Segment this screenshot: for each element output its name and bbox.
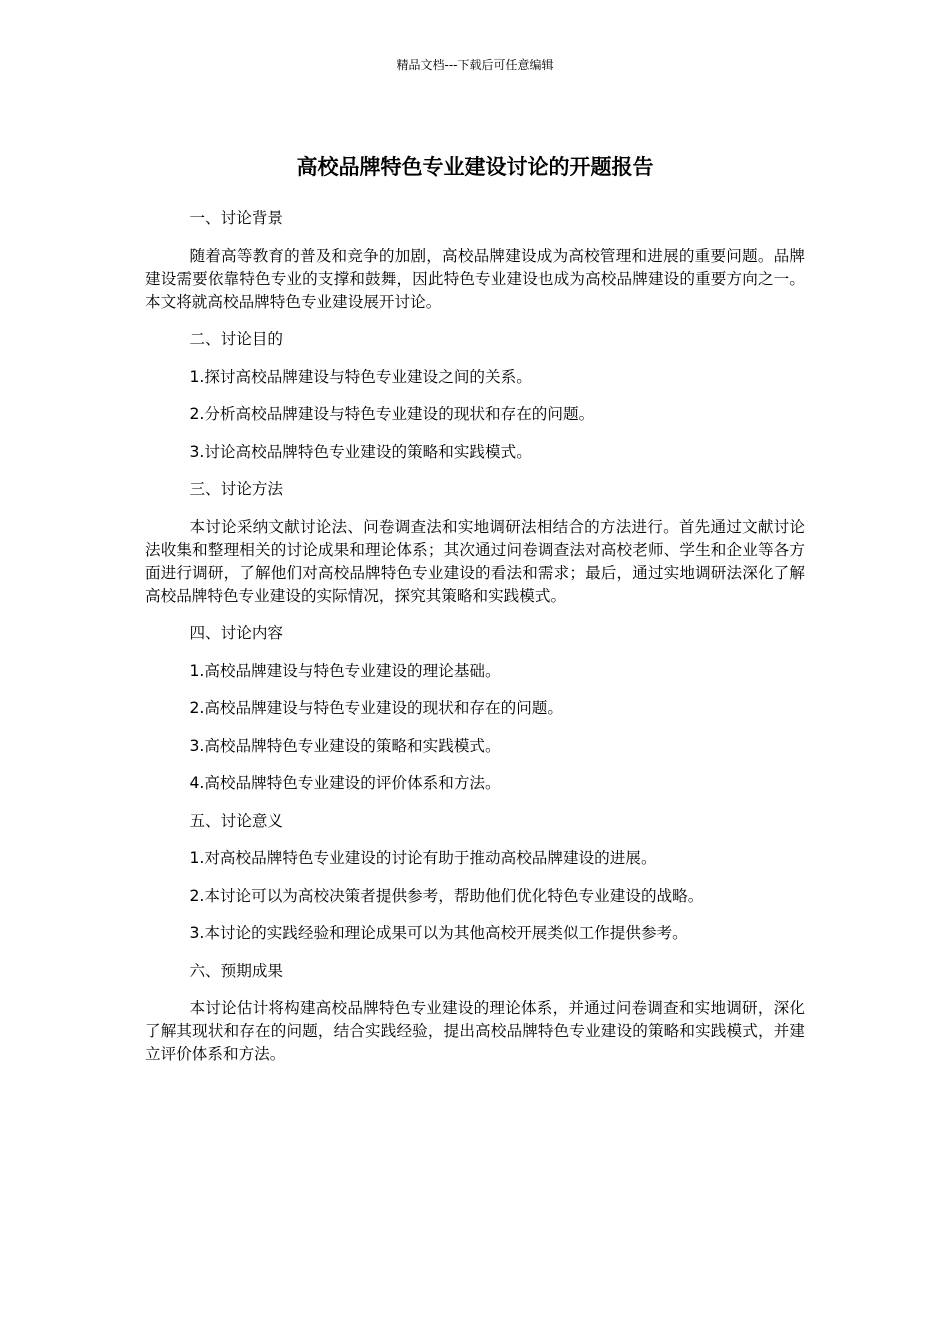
significance-item-2: 2.本讨论可以为高校决策者提供参考，帮助他们优化特色专业建设的战略。 <box>189 886 704 905</box>
content-item-4: 4.高校品牌特色专业建设的评价体系和方法。 <box>189 774 501 792</box>
paragraph-expected-results: 本讨论估计将构建高校品牌特色专业建设的理论体系，并通过问卷调查和实地调研，深化了解其现状和存在的问题，结合实践经验，提出高校品牌特色专业建设的策略和实践模式，并建立评价体系和方法。 <box>145 999 805 1063</box>
section-heading-content: 四、讨论内容 <box>189 624 284 642</box>
purpose-item-2: 2.分析高校品牌建设与特色专业建设的现状和存在的问题。 <box>189 405 595 423</box>
document-body <box>145 207 805 1081</box>
content-item-1: 1.高校品牌建设与特色专业建设的理论基础。 <box>189 661 501 680</box>
purpose-item-1: 1.探讨高校品牌建设与特色专业建设之间的关系。 <box>189 367 532 386</box>
page-header-note: 精品文档---下载后可任意编辑 <box>396 58 554 72</box>
significance-item-3: 3.本讨论的实践经验和理论成果可以为其他高校开展类似工作提供参考。 <box>189 924 688 942</box>
section-heading-background: 一、讨论背景 <box>189 209 284 227</box>
significance-item-1: 1.对高校品牌特色专业建设的讨论有助于推动高校品牌建设的进展。 <box>189 849 657 867</box>
document-title: 高校品牌特色专业建设讨论的开题报告 <box>296 155 654 180</box>
content-item-3: 3.高校品牌特色专业建设的策略和实践模式。 <box>189 736 501 755</box>
content-item-2: 2.高校品牌建设与特色专业建设的现状和存在的问题。 <box>189 699 563 717</box>
paragraph-background: 随着高等教育的普及和竞争的加剧，高校品牌建设成为高校管理和进展的重要问题。品牌建设需要依靠特色专业的支撑和鼓舞，因此特色专业建设也成为高校品牌建设的重要方向之一。本文将就高校品牌特色专业建设展开讨论。 <box>145 246 805 311</box>
paragraph-method: 本讨论采纳文献讨论法、问卷调查法和实地调研法相结合的方法进行。首先通过文献讨论法收集和整理相关的讨论成果和理论体系；其次通过问卷调查法对高校老师、学生和企业等各方面进行调研，了解他们对高校品牌特色专业建设的看法和需求；最后，通过实地调研法深化了解高校品牌特色专业建设的实际情况，探究其策略和实践模式。 <box>145 517 805 605</box>
section-heading-method: 三、讨论方法 <box>189 480 284 498</box>
purpose-item-3: 3.讨论高校品牌特色专业建设的策略和实践模式。 <box>189 442 532 461</box>
section-heading-expected-results: 六、预期成果 <box>189 961 284 980</box>
section-heading-purpose: 二、讨论目的 <box>189 330 284 348</box>
section-heading-significance: 五、讨论意义 <box>189 811 284 830</box>
